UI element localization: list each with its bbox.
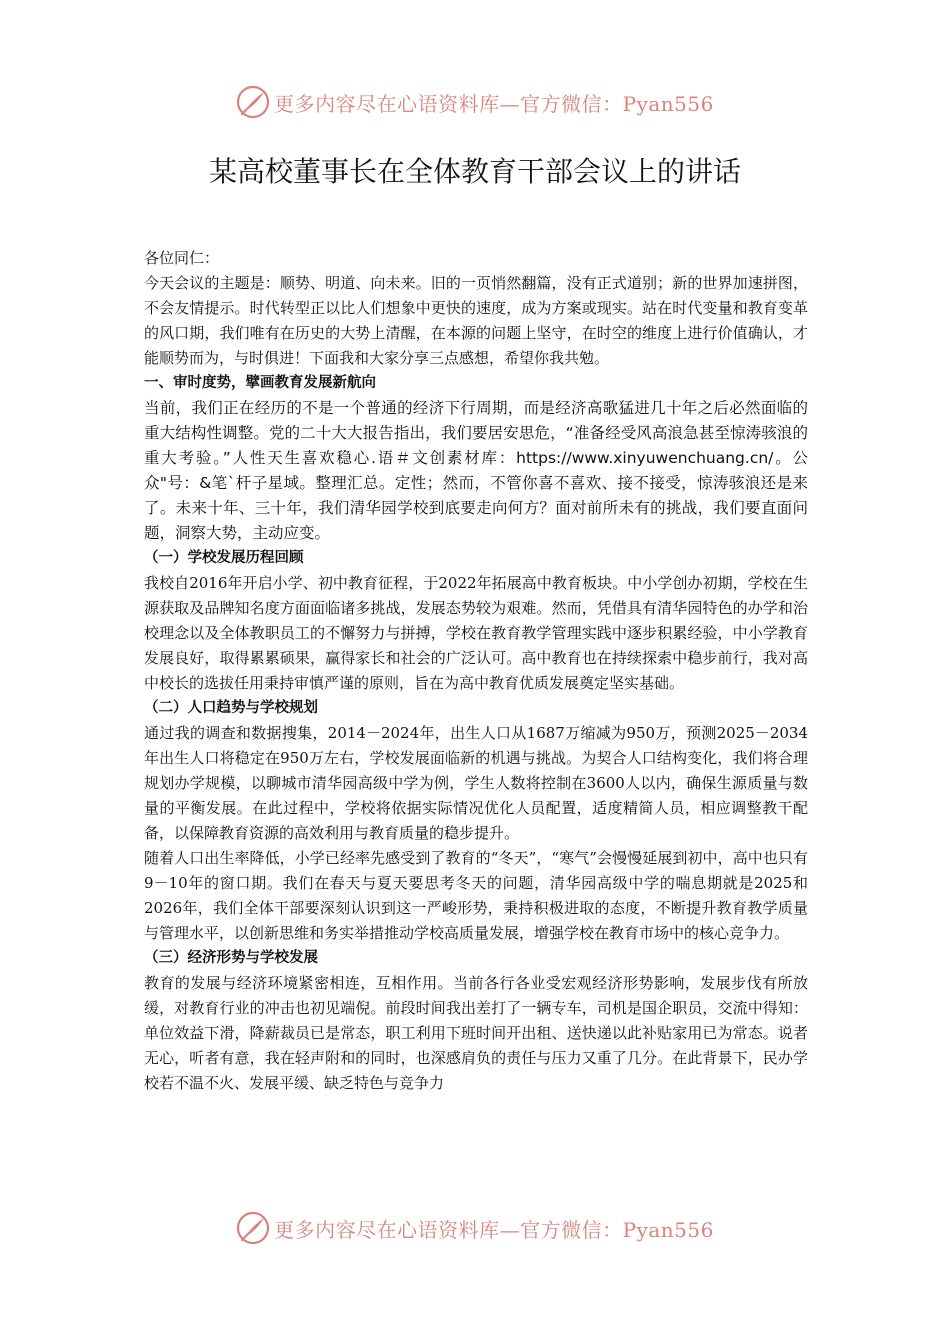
subheading-1: （一）学校发展历程回顾 (144, 550, 304, 566)
subheading-3: （三）经济形势与学校发展 (144, 950, 318, 966)
quill-logo-icon (236, 85, 270, 119)
section-heading-1: 一、审时度势，擘画教育发展新航向 (144, 375, 376, 391)
salutation: 各位同仁： (144, 249, 220, 267)
document-body (144, 246, 808, 1096)
subheading-2: （二）人口趋势与学校规划 (144, 700, 318, 716)
banner-text: 更多内容尽在心语资料库—官方微信：Pyan556 (274, 91, 714, 116)
quill-logo-icon (236, 1211, 270, 1245)
history-paragraph: 我校自2016年开启小学、初中教育征程，于2022年拓展高中教育板块。中小学创办初期，学校在生源获取及品牌知名度方面面临诸多挑战，发展态势较为艰难。然而，凭借具有清华园特色的办学和治校理念以及全体教职员工的不懈努力与拼搏，学校在教育教学管理实践中逐步积累经验，中小学教育发展良好，取得累累硕果，赢得家长和社会的广泛认可。高中教育也在持续探索中稳步前行，我对高中校长的选拔任用秉持审慎严谨的原则，旨在为高中教育优质发展奠定坚实基础。 (144, 574, 808, 692)
economy-paragraph: 教育的发展与经济环境紧密相连，互相作用。当前各行各业受宏观经济形势影响，发展步伐有所放缓，对教育行业的冲击也初见端倪。前段时间我出差打了一辆专车，司机是国企职员，交流中得知：单位效益下滑，降薪裁员已是常态，职工利用下班时间开出租、送快递以此补贴家用已为常态。说者无心，听者有意，我在轻声附和的同时，也深感肩负的责任与压力又重了几分。在此背景下，民办学校若不温不火、发展平缓、缺乏特色与竞争力 (144, 974, 808, 1092)
birthrate-paragraph: 随着人口出生率降低，小学已经率先感受到了教育的“冬天”，“寒气”会慢慢延展到初中，高中也只有9－10年的窗口期。我们在春天与夏天要思考冬天的问题，清华园高级中学的喘息期就是2025和2026年，我们全体干部要深刻认识到这一严峻形势，秉持积极进取的态度，不断提升教育教学质量与管理水平，以创新思维和务实举措推动学校高质量发展，增强学校在教育市场中的核心竞争力。 (144, 849, 808, 942)
population-paragraph: 通过我的调查和数据搜集，2014－2024年，出生人口从1687万缩减为950万，预测2025－2034年出生人口将稳定在950万左右，学校发展面临新的机遇与挑战。为契合人口结构变化，我们将合理规划办学规模，以聊城市清华园高级中学为例，学生人数将控制在3600人以内，确保生源质量与数量的平衡发展。在此过程中，学校将依据实际情况优化人员配置，适度精简人员，相应调整教干配备，以保障教育资源的高效利用与教育质量的稳步提升。 (144, 724, 808, 842)
section-1-paragraph: 当前，我们正在经历的不是一个普通的经济下行周期，而是经济高歌猛进几十年之后必然面临的重大结构性调整。党的二十大大报告指出，我们要居安思危，“准备经受风高浪急甚至惊涛骇浪的重大考验。”人性天生喜欢稳心.语＃文创素材库：https://www.xinyuwenchuang.cn/。公众"号：&笔`杆子星域。整理汇总。定性；然而，不管你喜不喜欢、接不接受，惊涛骇浪还是来了。未来十年、三十年，我们清华园学校到底要走向何方？面对前所未有的挑战，我们要直面问题，洞察大势，主动应变。 (144, 399, 808, 542)
banner-text: 更多内容尽在心语资料库—官方微信：Pyan556 (274, 1217, 714, 1242)
footer-banner (0, 1208, 950, 1248)
header-banner (0, 82, 950, 122)
intro-paragraph: 今天会议的主题是：顺势、明道、向未来。旧的一页悄然翻篇，没有正式道别；新的世界加速拼图，不会友情提示。时代转型正以比人们想象中更快的速度，成为方案或现实。站在时代变量和教育变革的风口期，我们唯有在历史的大势上清醒，在本源的问题上坚守，在时空的维度上进行价值确认，才能顺势而为，与时俱进！下面我和大家分享三点感想，希望你我共勉。 (144, 274, 808, 367)
page-title: 某高校董事长在全体教育干部会议上的讲话 (208, 155, 741, 188)
